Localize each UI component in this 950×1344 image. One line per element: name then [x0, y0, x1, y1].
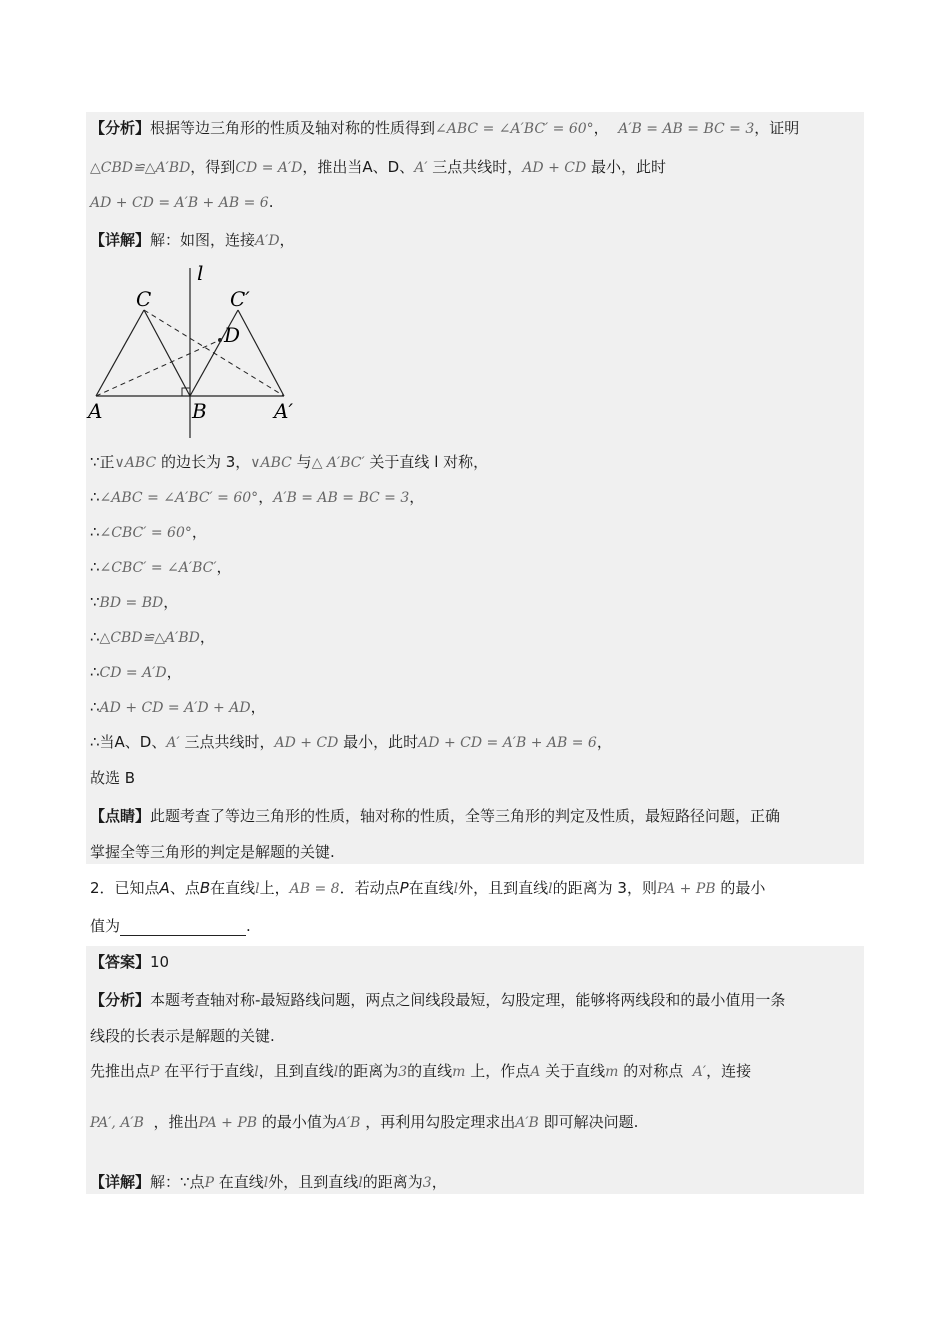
question-2-line-2: 值为 . [90, 917, 251, 935]
label-Ap: A′ [274, 399, 293, 423]
eq: ∠ABC = ∠A′BC′ = 60° [435, 121, 594, 137]
comment-line-1: 【点睛】此题考查了等边三角形的性质，轴对称的性质，全等三角形的判定及性质，最短路径问题，正确 [90, 807, 781, 825]
answer-line [90, 952, 169, 972]
analysis-tag: 【分析】 [90, 119, 151, 137]
analysis-line-1: 【分析】根据等边三角形的性质及轴对称的性质得到∠ABC = ∠A′BC′ = 60°， A′B = AB = BC = 3，证明 [90, 119, 800, 137]
detail-tag: 【详解】 [90, 231, 151, 249]
point-D [218, 338, 222, 342]
eq: A′B = AB = BC = 3 [618, 121, 755, 137]
step-5: ∵BD = BD， [90, 593, 179, 611]
answer-value: 10 [150, 953, 170, 971]
answer-analysis-4: PA′, A′B ，推出PA + PB 的最小值为A′B ，再利用勾股定理求出A′B 即可解决问题. [90, 1113, 639, 1131]
label-Cp: C′ [230, 287, 250, 311]
label-B: B [192, 399, 207, 423]
step-3: ∴∠CBC′ = 60°， [90, 523, 207, 541]
geometry-figure [80, 258, 310, 444]
answer-blank[interactable] [120, 919, 246, 936]
label-l: l [197, 261, 204, 285]
answer-analysis-1: 【分析】本题考查轴对称-最短路线问题，两点之间线段最短，勾股定理，能够将两线段和的最小值用一条 [90, 991, 786, 1009]
comment-tag: 【点睛】 [90, 807, 151, 825]
step-8: ∴AD + CD = A′D + AD， [90, 698, 266, 716]
side-AC [96, 310, 144, 396]
answer-analysis-3: 先推出点P 在平行于直线l，且到直线l的距离为3的直线m 上，作点A 关于直线m 的对称点 A′，连接 [90, 1062, 752, 1080]
side-CB [144, 310, 190, 396]
step-1: ∵正∨ABC 的边长为 3，∨ABC 与△ A′BC′ 关于直线 l 对称， [90, 453, 489, 471]
label-A: A [88, 399, 103, 423]
analysis-line-2: △CBD≌△A′BD，得到CD = A′D，推出当A、D、A′ 三点共线时，AD + CD 最小，此时 [90, 158, 667, 176]
step-2: ∴∠ABC = ∠A′BC′ = 60°，A′B = AB = BC = 3， [90, 488, 425, 506]
answer-detail: 【详解】解：∵点P 在直线l外，且到直线l的距离为3， [90, 1173, 447, 1191]
dashed-AD [96, 340, 220, 396]
step-6: ∴△CBD≌△A′BD， [90, 628, 215, 646]
step-9: ∴当A、D、A′ 三点共线时，AD + CD 最小，此时AD + CD = A′B + AB = 6， [90, 733, 612, 751]
side-CpAp [238, 310, 284, 396]
dashed-CAp [144, 310, 284, 396]
comment-line-2: 掌握全等三角形的判定是解题的关键. [90, 843, 335, 861]
label-C: C [136, 287, 152, 311]
choice: 故选 B [90, 769, 136, 787]
step-7: ∴CD = A′D， [90, 663, 182, 681]
answer-tag: 【答案】 [90, 953, 151, 971]
answer-analysis-2: 线段的长表示是解题的关键. [90, 1027, 275, 1045]
step-4: ∴∠CBC′ = ∠A′BC′， [90, 558, 232, 576]
question-2-line-1: 2．已知点A、点B在直线l上，AB = 8．若动点P在直线l外，且到直线l的距离为 3，则PA + PB 的最小 [90, 879, 766, 897]
label-D: D [224, 323, 241, 347]
analysis-line-3: AD + CD = A′B + AB = 6. [90, 193, 274, 211]
detail-intro: 【详解】解：如图，连接A′D， [90, 231, 295, 249]
